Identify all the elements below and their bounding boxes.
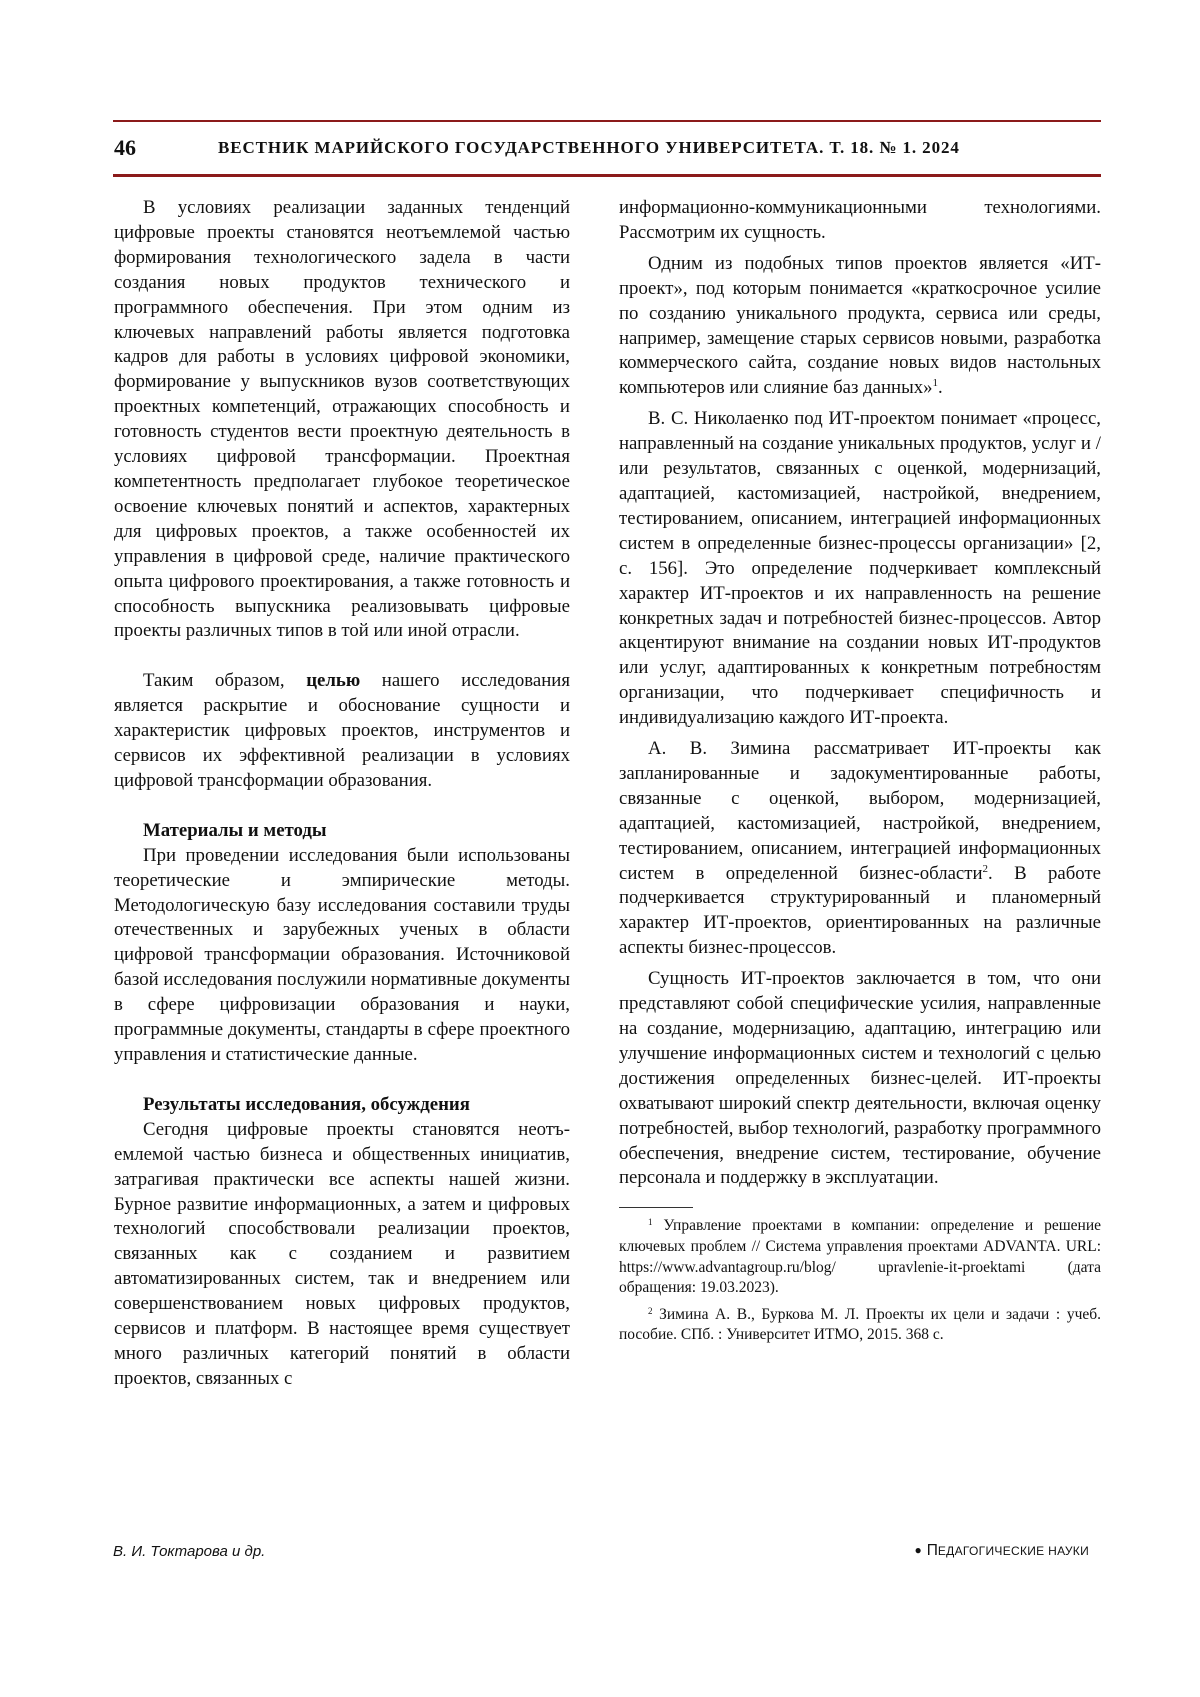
section-heading-materials: Материалы и методы <box>143 819 327 841</box>
paragraph-nikolaenko: В. С. Николаенко под ИТ-проектом понимает «процесс, направленный на создание уникальных продуктов, услуг и / или результатов, связанных с оценкой, модернизаций, адаптацией, кастомизацией, настройкой, внедрением, тестированием, описанием, интеграцией информационных систем в определенные бизнес-процессы организации» [2, с. 156]. Это определение подчеркивает комплексный характер ИТ-проектов и их направленность на решение конкретных задач и потребностей бизнес-процессов. Автор акцентируют внимание на создании новых ИТ-продуктов или услуг, адаптированных к конкретным потребностям организации, что подчеркивает специфичность и индивидуализацию каждого ИТ-проекта. <box>619 408 1101 729</box>
paragraph-results: Сегодня цифровые проекты становятся неотъемлемой частью бизнеса и общественных инициатив, затрагивая практически все аспекты нашей жизни. Бурное развитие информационных, а затем и цифровых технологий способствовали реализации проектов, связанных как с созданием и развитием автоматизированных систем, так и внедрением или совершенствованием новых цифровых продуктов, сервисов и платформ. В настоящее время существует много различных категорий понятий в области проектов, связанных с <box>114 1118 570 1389</box>
paragraph-intro: В условиях реализации заданных тенденций цифровые проекты становятся неотъемлемой частью формирования технологического задела в части создания новых продуктов технического и программного обеспечения. При этом одним из ключевых направлений работы является подготовка кадров для работы в условиях цифровой экономики, формирование у выпускников вузов соответствующих проектных компетенций, отражающих способность и готовность студентов вести проектную деятельность в условиях цифровой трансформации. Проектная компетентность предполагает глубокое теоретическое освоение ключевых понятий и аспектов, характерных для цифровых проектов, а также особенностей их управления в цифровой среде, наличие практического опыта цифрового проектирования, а также готовность и способность выпускника реализовывать цифровые проекты различных типов в той или иной отрасли. <box>114 197 570 642</box>
zimina-text: А. В. Зимина рассматривает ИТ-проекты как запланированные и задокументированные работы, связанные с оценкой, выбором, модернизацией, адаптацией, кастомизацией, настройкой, внедрением, тестированием, описанием, интеграцией информационных систем в определенной бизнес-области <box>619 738 1101 884</box>
section-heading-results: Результаты исследования, обсуждения <box>143 1093 470 1115</box>
goal-bold-word: целью <box>306 670 361 692</box>
footer-section-initial: П <box>926 1542 938 1559</box>
bullet-icon: ● <box>914 1543 922 1557</box>
footnote-1-mark: 1 <box>648 1217 653 1228</box>
page-number: 46 <box>114 135 136 160</box>
footer-authors: В. И. Токтарова и др. <box>113 1543 266 1560</box>
header-bottom-rule <box>113 174 1101 177</box>
footnote-2-mark: 2 <box>648 1305 653 1316</box>
paragraph-zimina <box>619 737 1101 961</box>
it-project-text: Одним из подобных типов проектов является «ИТ-проект», под которым понимается «краткосрочное усилие по созданию уникального продукта, сервиса или среды, например, замещение старых сервисов новыми, разработка коммерческого сайта, создание новых видов настольных компьютеров или слияние баз данных» <box>619 252 1101 399</box>
footer-section <box>914 1542 1089 1560</box>
footnote-2 <box>619 1305 1101 1346</box>
right-column <box>619 196 1101 1346</box>
goal-text-start: Таким образом, <box>143 670 307 692</box>
paragraph-methods: При проведении исследования были использованы теоретические и эмпирические методы. Методологическую базу исследования составили труды отечественных и зарубежных ученых в области цифровой трансформации образования. Источниковой базой исследования послужили нормативные документы в сфере цифровизации образования и науки, программные документы, стандарты в сфере проектного управления и статистические данные. <box>114 844 570 1065</box>
footnote-2-text: Зимина А. В., Буркова М. Л. Проекты их цели и задачи : учеб. пособие. СПб. : Университет ИТМО, 2015. 368 с. <box>619 1305 1101 1344</box>
zimina-text-end: . В работе подчеркивается структурированный и планомерный характер ИТ-проектов, ориентированных на различные аспекты бизнес-процессов. <box>619 862 1101 959</box>
left-column <box>114 196 570 1392</box>
paragraph-it-project <box>619 252 1101 401</box>
footnote-ref-1[interactable]: 1 <box>932 377 938 390</box>
paragraph-essence: Сущность ИТ-проектов заключается в том, что они представляют собой специфические усилия, направленные на создание, модернизацию, адаптацию, интеграцию или улучшение информационных систем и технологий с целью достижения определенных бизнес-целей. ИТ-проекты охватывают широкий спектр деятельности, включая оценку потребностей, выбор технологий, разработку программного обеспечения, внедрение систем, тестирование, обучение персонала и поддержку в эксплуатации. <box>619 968 1101 1189</box>
paragraph-continuation: информационно-коммуникационными технологиями. Рассмотрим их сущность. <box>619 197 1101 243</box>
journal-running-head: ВЕСТНИК МАРИЙСКОГО ГОСУДАРСТВЕННОГО УНИВЕРСИТЕТА. Т. 18. № 1. 2024 <box>218 138 960 157</box>
footnote-1 <box>619 1216 1101 1298</box>
it-project-text-end: . <box>937 377 943 399</box>
goal-text-end: нашего исследования является раскрытие и обоснование сущности и характеристик цифровых проектов, инструментов и сервисов их эффективной реализации в условиях цифровой трансформации образования. <box>114 670 570 791</box>
header-top-rule <box>113 120 1101 122</box>
footnote-separator <box>619 1207 693 1208</box>
paragraph-goal <box>114 669 570 794</box>
footnote-ref-2[interactable]: 2 <box>982 862 989 875</box>
footnote-1-text: Управление проектами в компании: определение и решение ключевых проблем // Система управления проектами ADVANTA. URL: https://www.advantagroup.ru/blog/ upravlenie-it-proektami (дата обращения: 19.03.2023). <box>619 1217 1101 1297</box>
footer-section-rest: ЕДАГОГИЧЕСКИЕ НАУКИ <box>937 1544 1089 1558</box>
